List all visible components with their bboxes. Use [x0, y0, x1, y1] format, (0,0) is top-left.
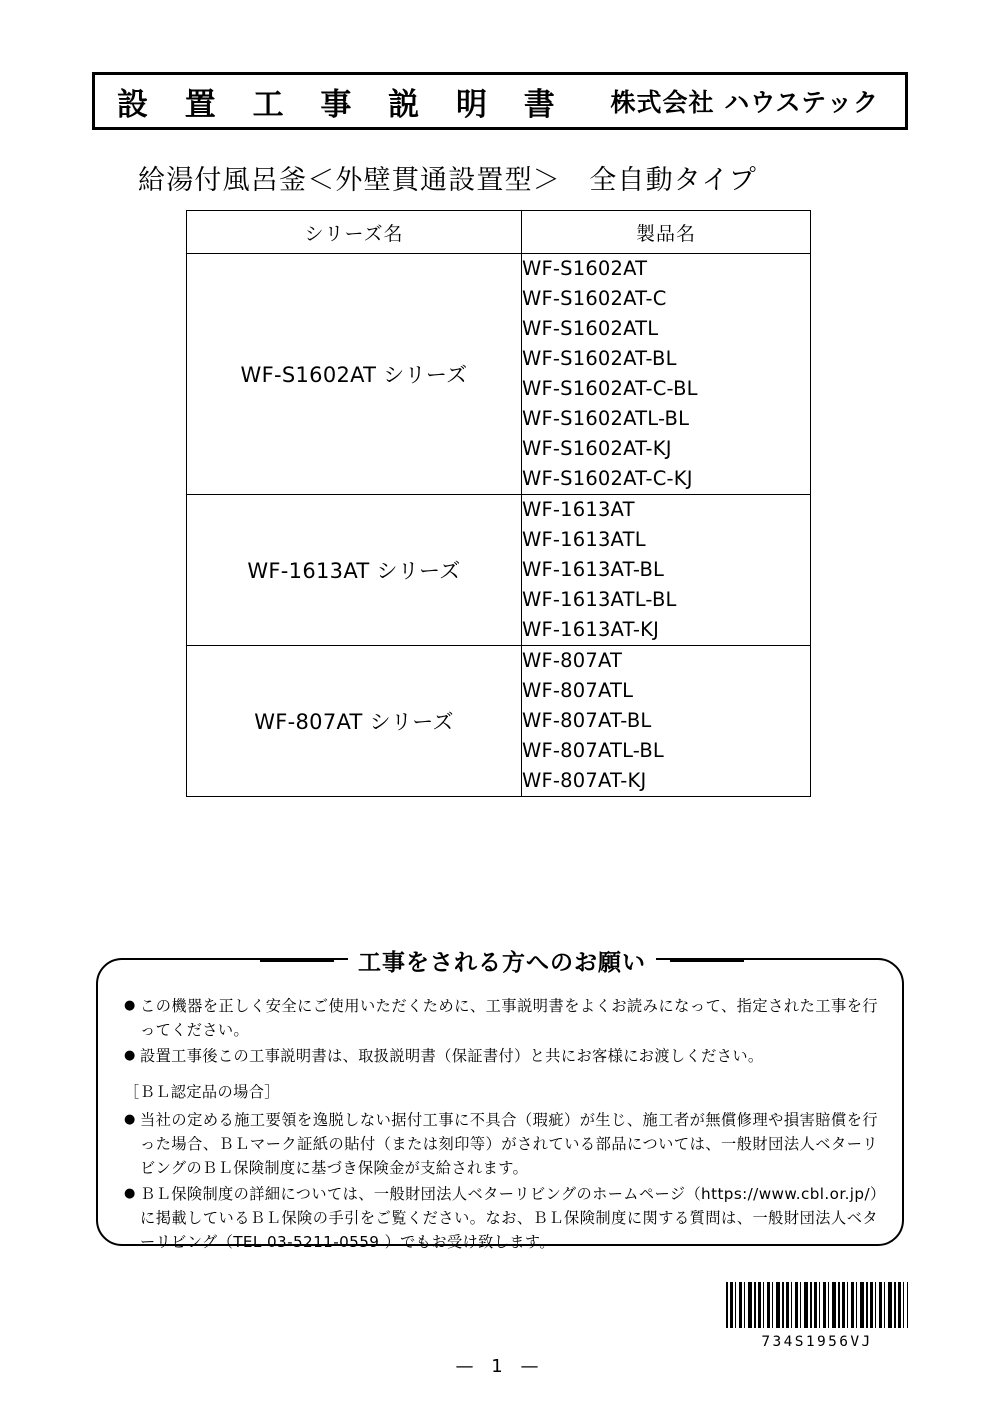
notice-box: [96, 950, 904, 1251]
notice-item-text: 当社の定める施工要領を逸脱しない据付工事に不具合（瑕疵）が生じ、施工者が無償修理や損害賠償を行った場合、ＢＬマーク証紙の貼付（または刻印等）がされている部品については、一般財団法人ベターリビングのＢＬ保険制度に基づき保険金が支給されます。: [140, 1111, 878, 1177]
column-header-series: シリーズ名: [187, 211, 522, 254]
bullet-icon: ●: [124, 1112, 136, 1127]
bullet-icon: ●: [124, 1186, 136, 1201]
model-line: WF-S1602AT-C: [522, 287, 667, 310]
table-header-row: [187, 211, 811, 254]
model-line: WF-S1602AT-C-BL: [522, 377, 698, 400]
notice-title: 工事をされる方へのお願い: [348, 944, 656, 977]
model-line: WF-1613AT-BL: [522, 558, 665, 581]
notice-rule-right: [670, 960, 744, 962]
model-line: WF-807AT-KJ: [522, 769, 647, 792]
table-row: [187, 646, 811, 797]
notice-item-text: 設置工事後この工事説明書は、取扱説明書（保証書付）と共にお客様にお渡しください。: [140, 1047, 764, 1065]
barcode-image: [726, 1282, 908, 1328]
series-name-cell: WF-807AT シリーズ: [187, 646, 522, 797]
bullet-icon: ●: [124, 1048, 136, 1063]
series-name-cell: WF-S1602AT シリーズ: [187, 254, 522, 495]
notice-item-text: この機器を正しく安全にご使用いただくために、工事説明書をよくお読みになって、指定された工事を行ってください。: [140, 997, 878, 1039]
model-line: WF-1613AT: [522, 498, 635, 521]
models-cell: [522, 495, 811, 646]
notice-rule-left: [260, 960, 334, 962]
notice-item: [124, 1182, 878, 1254]
notice-item-text: ＢＬ保険制度の詳細については、一般財団法人ベターリビングのホームページ（https://www.cbl.or.jp/）に掲載しているＢＬ保険の手引をご覧ください。なお、ＢＬ保険制度に関する質問は、一般財団法人ベターリビング（TEL 03-5211-0559 ）でもお受け致します。: [140, 1185, 878, 1251]
barcode-number: 734S1956VJ: [761, 1334, 873, 1350]
page-number: — 1 —: [455, 1356, 545, 1377]
table-row: [187, 495, 811, 646]
model-line: WF-807AT: [522, 649, 623, 672]
model-line: WF-1613ATL-BL: [522, 588, 677, 611]
document-subtitle: 給湯付風呂釜＜外壁貫通設置型＞ 全自動タイプ: [138, 165, 758, 196]
table-row: [187, 254, 811, 495]
models-cell: [522, 646, 811, 797]
model-line: WF-S1602ATL-BL: [522, 407, 690, 430]
page-title: 設 置 工 事 説 明 書: [117, 86, 568, 123]
model-line: WF-1613ATL: [522, 528, 646, 551]
model-line: WF-S1602AT-C-KJ: [522, 467, 693, 490]
model-line: WF-S1602ATL: [522, 317, 659, 340]
model-line: WF-807ATL-BL: [522, 739, 664, 762]
model-line: WF-1613AT-KJ: [522, 618, 660, 641]
model-line: WF-S1602AT-KJ: [522, 437, 672, 460]
model-line: WF-S1602AT: [522, 257, 648, 280]
series-name-cell: WF-1613AT シリーズ: [187, 495, 522, 646]
model-line: WF-807AT-BL: [522, 709, 652, 732]
header-banner: [92, 72, 908, 130]
product-table: [186, 210, 811, 797]
model-line: WF-807ATL: [522, 679, 634, 702]
notice-section-label: ［ＢＬ認定品の場合］: [124, 1083, 280, 1101]
model-line: WF-S1602AT-BL: [522, 347, 677, 370]
notice-body: [124, 994, 878, 1256]
company-name: 株式会社 ハウステック: [610, 88, 879, 117]
notice-item: [124, 994, 878, 1042]
column-header-models: 製品名: [522, 211, 811, 254]
notice-title-wrap: [98, 944, 906, 977]
notice-item: [124, 1108, 878, 1180]
bullet-icon: ●: [124, 998, 136, 1013]
barcode-area: [726, 1282, 908, 1350]
notice-item: [124, 1044, 878, 1068]
models-cell: [522, 254, 811, 495]
